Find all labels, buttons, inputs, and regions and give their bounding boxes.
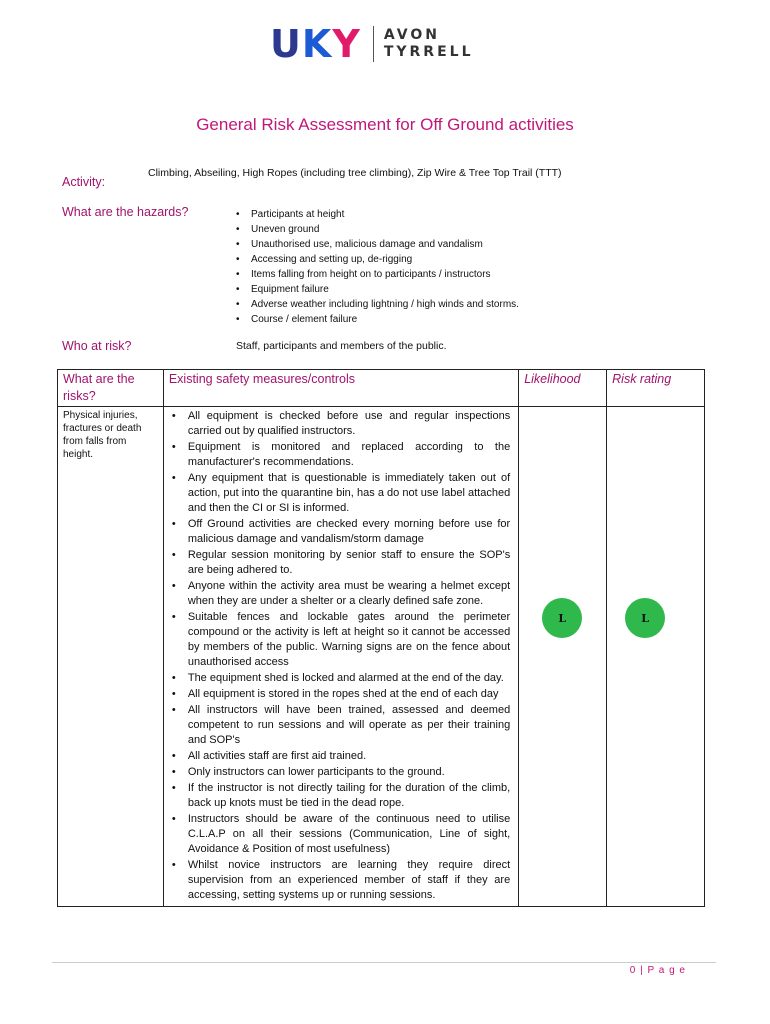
- hazard-item: • Uneven ground: [236, 222, 519, 237]
- risk-description: Physical injuries, fractures or death from falls from height.: [58, 407, 164, 907]
- hazard-item: • Equipment failure: [236, 282, 519, 297]
- measure-item: • Instructors should be aware of the continuous need to utilise C.L.A.P on all their sessions (Communication, Line of sight, Avoidance & Position of most usefulness): [164, 812, 510, 857]
- who-at-risk-label: Who at risk?: [62, 339, 132, 353]
- page-number: 0 | P a g e: [629, 965, 686, 976]
- hazard-list: [236, 207, 519, 327]
- measure-item: • Any equipment that is questionable is immediately taken out of action, put into the quarantine bin, has a do not use label attached and then the CI or SI is informed.: [164, 471, 510, 516]
- measure-item: • If the instructor is not directly tailing for the duration of the climb, back up knots must be tied in the dead rope.: [164, 781, 510, 811]
- footer-divider: [52, 962, 716, 963]
- measure-item: • All equipment is stored in the ropes shed at the end of each day: [164, 687, 510, 702]
- measure-item: • Anyone within the activity area must be wearing a helmet except when they are under a shelter or a clearly defined safe zone.: [164, 579, 510, 609]
- measure-item: • All instructors will have been trained, assessed and deemed competent to run sessions and will operate as per their training and SOP's: [164, 703, 510, 748]
- measures-list: [164, 409, 510, 903]
- hazard-item: • Items falling from height on to participants / instructors: [236, 267, 519, 282]
- measure-item: • Only instructors can lower participants to the ground.: [164, 765, 510, 780]
- hazard-item: • Accessing and setting up, de-rigging: [236, 252, 519, 267]
- measure-item: • Whilst novice instructors are learning they require direct supervision from an experienced member of staff if they are accessing, setting systems up or running sessions.: [164, 858, 510, 903]
- measure-item: • The equipment shed is locked and alarmed at the end of the day.: [164, 671, 510, 686]
- measure-item: • Suitable fences and lockable gates around the perimeter compound or the activity is left at height so it cannot be accessed by members of the public. Warning signs are on the fence about unauthorised access: [164, 610, 510, 670]
- measure-item: • All equipment is checked before use and regular inspections carried out by qualified instructors.: [164, 409, 510, 439]
- header-measures: Existing safety measures/controls: [163, 370, 518, 407]
- who-at-risk-value: Staff, participants and members of the public.: [236, 340, 447, 352]
- header-likelihood: Likelihood: [519, 370, 607, 407]
- likelihood-cell: [519, 407, 607, 907]
- table-header-row: [58, 370, 705, 407]
- measures-cell: [163, 407, 518, 907]
- likelihood-badge: L: [542, 598, 582, 638]
- risk-rating-cell: [607, 407, 705, 907]
- table-row: [58, 407, 705, 907]
- risk-rating-badge: L: [625, 598, 665, 638]
- hazard-item: • Unauthorised use, malicious damage and vandalism: [236, 237, 519, 252]
- header-risk-rating: Risk rating: [607, 370, 705, 407]
- measure-item: • All activities staff are first aid trained.: [164, 749, 510, 764]
- uky-logo-mark: UKY: [270, 22, 361, 66]
- activity-label: Activity:: [62, 175, 106, 189]
- hazard-item: • Adverse weather including lightning / high winds and storms.: [236, 297, 519, 312]
- hazard-item: • Course / element failure: [236, 312, 519, 327]
- measure-item: • Off Ground activities are checked every morning before use for malicious damage and vandalism/storm damage: [164, 517, 510, 547]
- logo-divider: [373, 26, 374, 62]
- page-title: General Risk Assessment for Off Ground activities: [196, 115, 574, 134]
- activity-value: Climbing, Abseiling, High Ropes (including tree climbing), Zip Wire & Tree Top Trail (TTT): [148, 167, 562, 179]
- measure-item: • Regular session monitoring by senior staff to ensure the SOP's are being adhered to.: [164, 548, 510, 578]
- logo: [270, 24, 474, 64]
- risk-assessment-table: [57, 369, 705, 907]
- hazard-item: • Participants at height: [236, 207, 519, 222]
- hazards-label: What are the hazards?: [62, 205, 189, 219]
- avon-tyrrell-wordmark: AVON TYRRELL: [383, 27, 474, 60]
- measure-item: • Equipment is monitored and replaced according to the manufacturer's recommendations.: [164, 440, 510, 470]
- header-risks: What are the risks?: [58, 370, 164, 407]
